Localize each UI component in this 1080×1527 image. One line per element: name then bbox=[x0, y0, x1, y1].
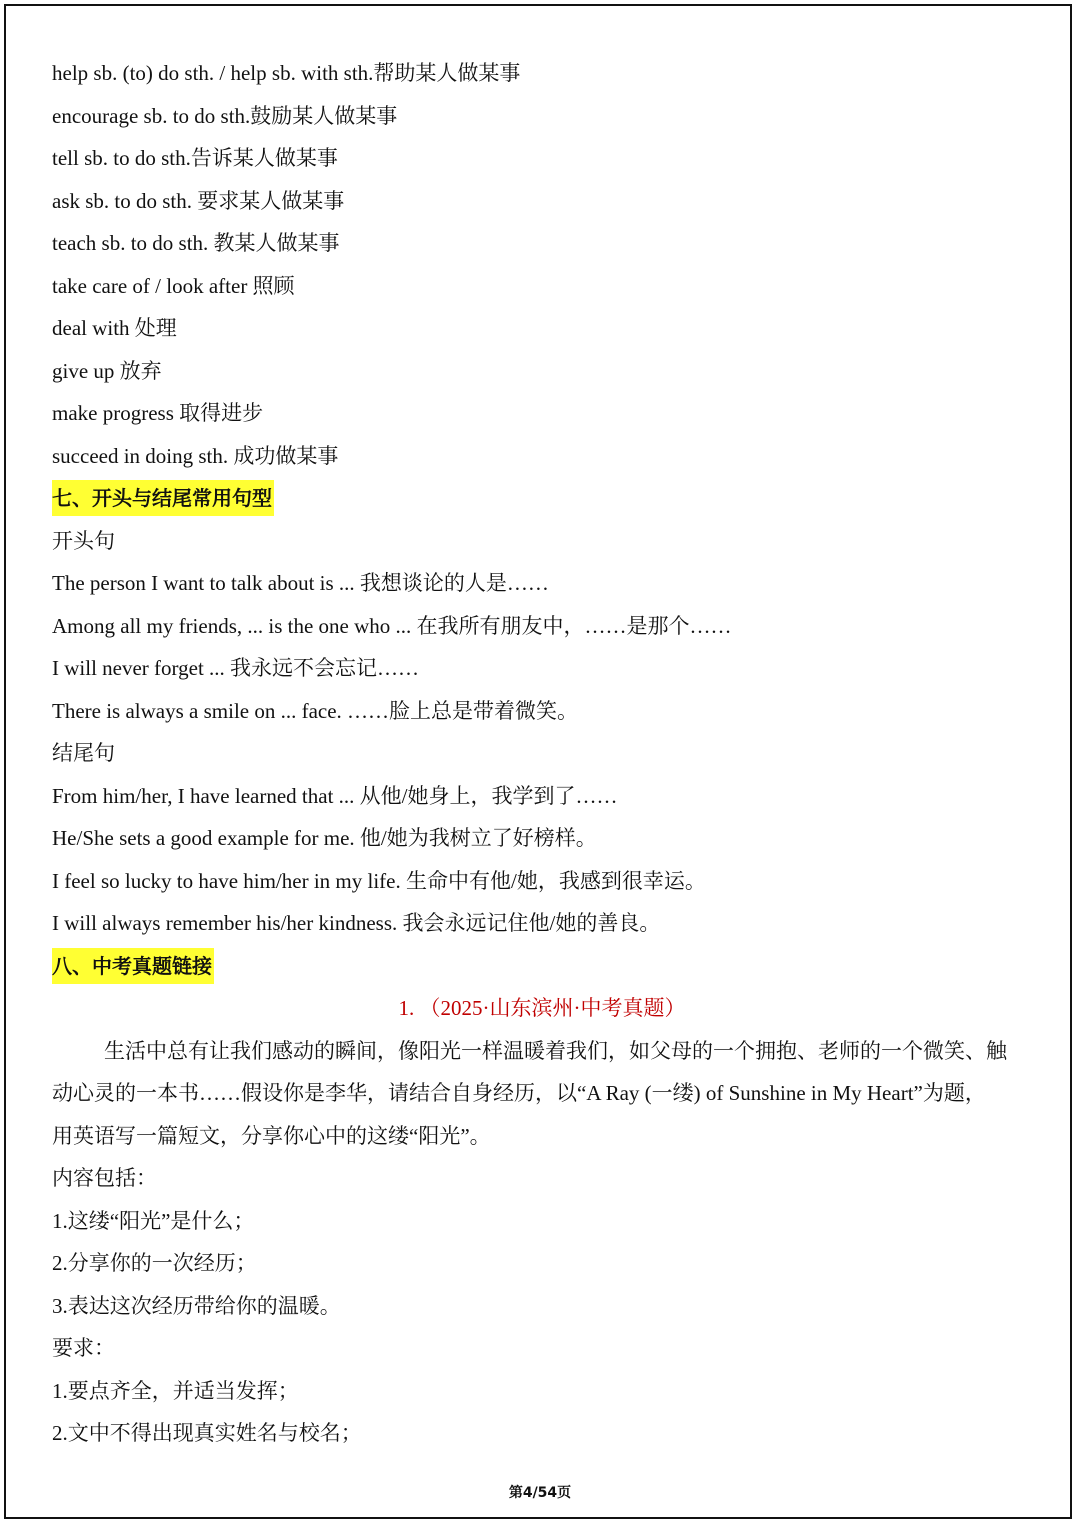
phrase-item: succeed in doing sth. 成功做某事 bbox=[52, 443, 339, 468]
prompt-line: 用英语写一篇短文，分享你心中的这缕“阳光”。 bbox=[52, 1123, 491, 1148]
document-body bbox=[52, 52, 1032, 1455]
section-heading bbox=[52, 945, 1032, 988]
opening-sentence: The person I want to talk about is ... 我想谈论的人是…… bbox=[52, 571, 549, 595]
closing-sentence: I will always remember his/her kindness. 我会永远记住他/她的善良。 bbox=[52, 911, 661, 935]
phrase-item: ask sb. to do sth. 要求某人做某事 bbox=[52, 188, 345, 213]
closing-sentence: From him/her, I have learned that ... 从他/她身上，我学到了…… bbox=[52, 783, 618, 808]
content-item: 3.表达这次经历带给你的温暖。 bbox=[52, 1293, 341, 1318]
closing-sentence: I feel so lucky to have him/her in my life. 生命中有他/她，我感到很幸运。 bbox=[52, 868, 706, 893]
phrase-item: encourage sb. to do sth.鼓励某人做某事 bbox=[52, 103, 398, 128]
closing-label: 结尾句 bbox=[52, 741, 115, 765]
phrase-list bbox=[52, 52, 1032, 477]
opening-label: 开头句 bbox=[52, 528, 115, 553]
page-number: 第4/54页 bbox=[508, 1485, 572, 1501]
requirement-item: 1.要点齐全，并适当发挥； bbox=[52, 1378, 299, 1403]
opening-sentence: Among all my friends, ... is the one who ... 在我所有朋友中，……是那个…… bbox=[52, 613, 732, 638]
phrase-item: teach sb. to do sth. 教某人做某事 bbox=[52, 231, 340, 255]
section-heading-highlight: 八、中考真题链接 bbox=[52, 948, 214, 984]
section-exam-link bbox=[52, 945, 1032, 1455]
content-item: 2.分享你的一次经历； bbox=[52, 1251, 257, 1275]
content-label: 内容包括： bbox=[52, 1166, 157, 1190]
section-heading-highlight: 七、开头与结尾常用句型 bbox=[52, 480, 274, 516]
requirements-label: 要求： bbox=[52, 1336, 115, 1360]
phrase-item: help sb. (to) do sth. / help sb. with sth.帮助某人做某事 bbox=[52, 61, 521, 85]
phrase-item: make progress 取得进步 bbox=[52, 401, 264, 425]
prompt-line: 动心灵的一本书……假设你是李华，请结合自身经历，以“A Ray (一缕) of Sunshine in My Heart”为题， bbox=[52, 1081, 986, 1105]
phrase-item: take care of / look after 照顾 bbox=[52, 273, 295, 298]
requirement-item: 2.文中不得出现真实姓名与校名； bbox=[52, 1421, 362, 1445]
section-heading bbox=[52, 477, 1032, 520]
question-title: 1. （2025·山东滨州·中考真题） bbox=[398, 996, 686, 1020]
content-item: 1.这缕“阳光”是什么； bbox=[52, 1208, 255, 1233]
phrase-item: give up 放弃 bbox=[52, 358, 162, 383]
opening-sentence: I will never forget ... 我永远不会忘记…… bbox=[52, 656, 420, 680]
prompt-line: 生活中总有让我们感动的瞬间，像阳光一样温暖着我们，如父母的一个拥抱、老师的一个微笑、触 bbox=[104, 1038, 1007, 1063]
closing-sentence: He/She sets a good example for me. 他/她为我树立了好榜样。 bbox=[52, 826, 597, 850]
phrase-item: deal with 处理 bbox=[52, 316, 177, 340]
phrase-item: tell sb. to do sth.告诉某人做某事 bbox=[52, 146, 338, 170]
opening-sentence: There is always a smile on ... face. ……脸上总是带着微笑。 bbox=[52, 698, 579, 723]
section-opening-closing bbox=[52, 477, 1032, 945]
